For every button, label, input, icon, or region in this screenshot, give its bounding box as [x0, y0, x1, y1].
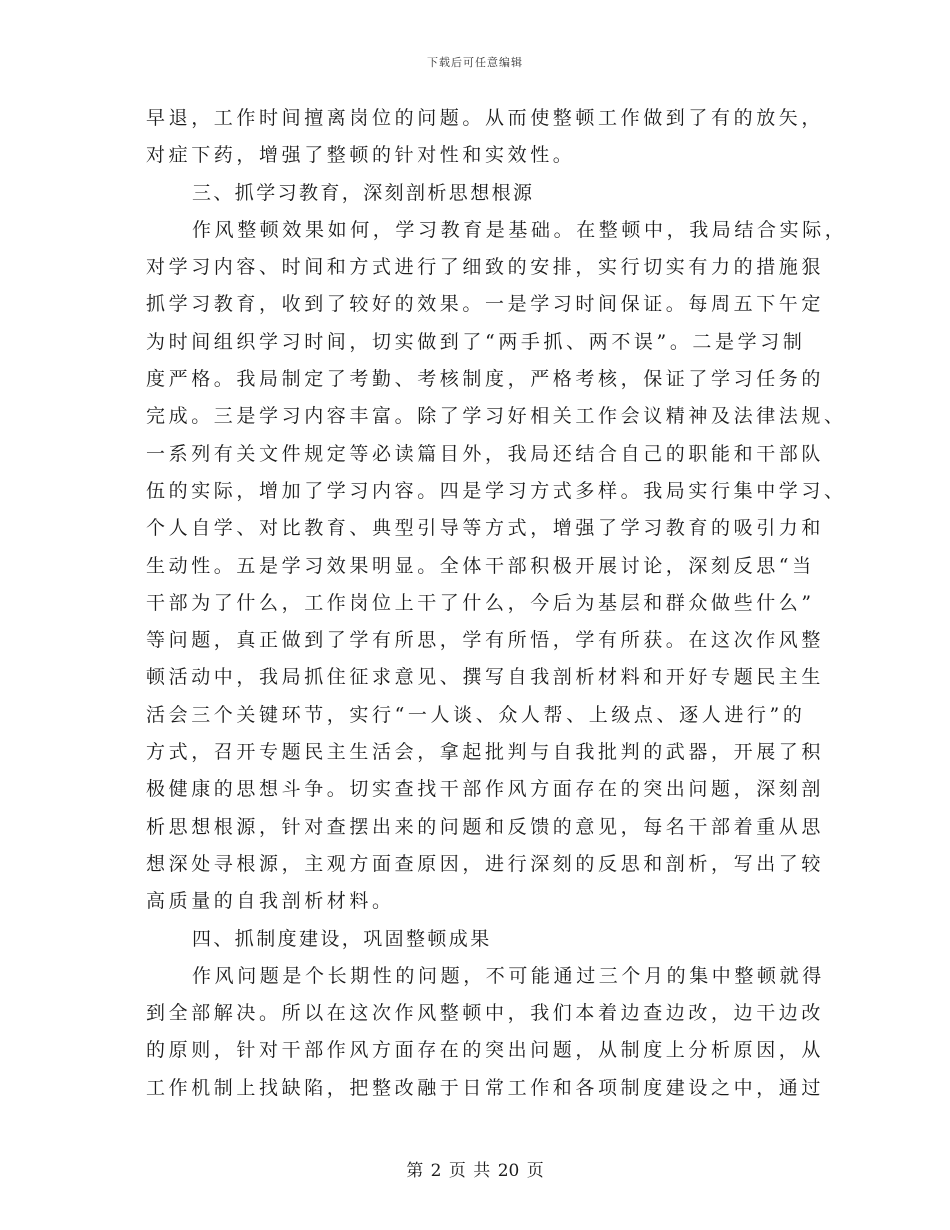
paragraph-line: 等问题，真正做到了学有所思，学有所悟，学有所获。在这次作风整 [146, 629, 825, 652]
paragraph-line: 方式，召开专题民主生活会，拿起批判与自我批判的武器，开展了积 [146, 741, 825, 764]
paragraph-line: 活会三个关键环节，实行“一人谈、众人帮、上级点、逐人进行”的 [146, 703, 806, 726]
paragraph-line: 伍的实际，增加了学习内容。四是学习方式多样。我局实行集中学习、 [146, 479, 847, 502]
paragraph-line: 顿活动中，我局抓住征求意见、撰写自我剖析材料和开好专题民主生 [146, 666, 825, 689]
paragraph-line: 生动性。五是学习效果明显。全体干部积极开展讨论，深刻反思“当 [146, 554, 815, 577]
document-body [146, 100, 848, 1107]
paragraph-line: 对症下药，增强了整顿的针对性和实效性。 [146, 144, 576, 167]
paragraph-line: 作风整顿效果如何，学习教育是基础。在整顿中，我局结合实际， [192, 218, 848, 241]
paragraph-line: 析思想根源，针对查摆出来的问题和反馈的意见，每名干部着重从思 [146, 815, 825, 838]
paragraph-line: 抓学习教育，收到了较好的效果。一是学习时间保证。每周五下午定 [146, 293, 825, 316]
paragraph-line: 早退，工作时间擅离岗位的问题。从而使整顿工作做到了有的放矢， [146, 107, 825, 129]
paragraph-line: 想深处寻根源，主观方面查原因，进行深刻的反思和剖析，写出了较 [146, 852, 825, 875]
page-header: 下载后可任意编辑 [427, 56, 523, 69]
paragraph-line: 对学习内容、时间和方式进行了细致的安排，实行切实有力的措施狠 [146, 256, 825, 279]
section-heading: 四、抓制度建设，巩固整顿成果 [192, 927, 492, 950]
paragraph-line: 干部为了什么，工作岗位上干了什么，今后为基层和群众做些什么” [146, 591, 815, 614]
section-heading: 三、抓学习教育，深刻剖析思想根源 [192, 181, 535, 204]
paragraph-line: 完成。三是学习内容丰富。除了学习好相关工作会议精神及法律法规、 [146, 405, 847, 428]
paragraph-line: 一系列有关文件规定等必读篇目外，我局还结合自己的职能和干部队 [146, 442, 825, 465]
page-number-footer: 第 2 页 共 20 页 [406, 1161, 544, 1181]
paragraph-line: 极健康的思想斗争。切实查找干部作风方面存在的突出问题，深刻剖 [146, 778, 825, 801]
paragraph-line: 工作机制上找缺陷，把整改融于日常工作和各项制度建设之中，通过 [146, 1076, 825, 1099]
paragraph-line: 度严格。我局制定了考勤、考核制度，严格考核，保证了学习任务的 [146, 368, 825, 391]
paragraph-line: 的原则，针对干部作风方面存在的突出问题，从制度上分析原因，从 [146, 1039, 825, 1062]
paragraph-line: 高质量的自我剖析材料。 [146, 890, 395, 913]
paragraph-line: 个人自学、对比教育、典型引导等方式，增强了学习教育的吸引力和 [146, 517, 825, 540]
paragraph-line: 到全部解决。所以在这次作风整顿中，我们本着边查边改，边干边改 [146, 1002, 825, 1025]
paragraph-line: 为时间组织学习时间，切实做到了“两手抓、两不误”。二是学习制 [146, 330, 806, 353]
paragraph-line: 作风问题是个长期性的问题，不可能通过三个月的集中整顿就得 [192, 964, 825, 987]
